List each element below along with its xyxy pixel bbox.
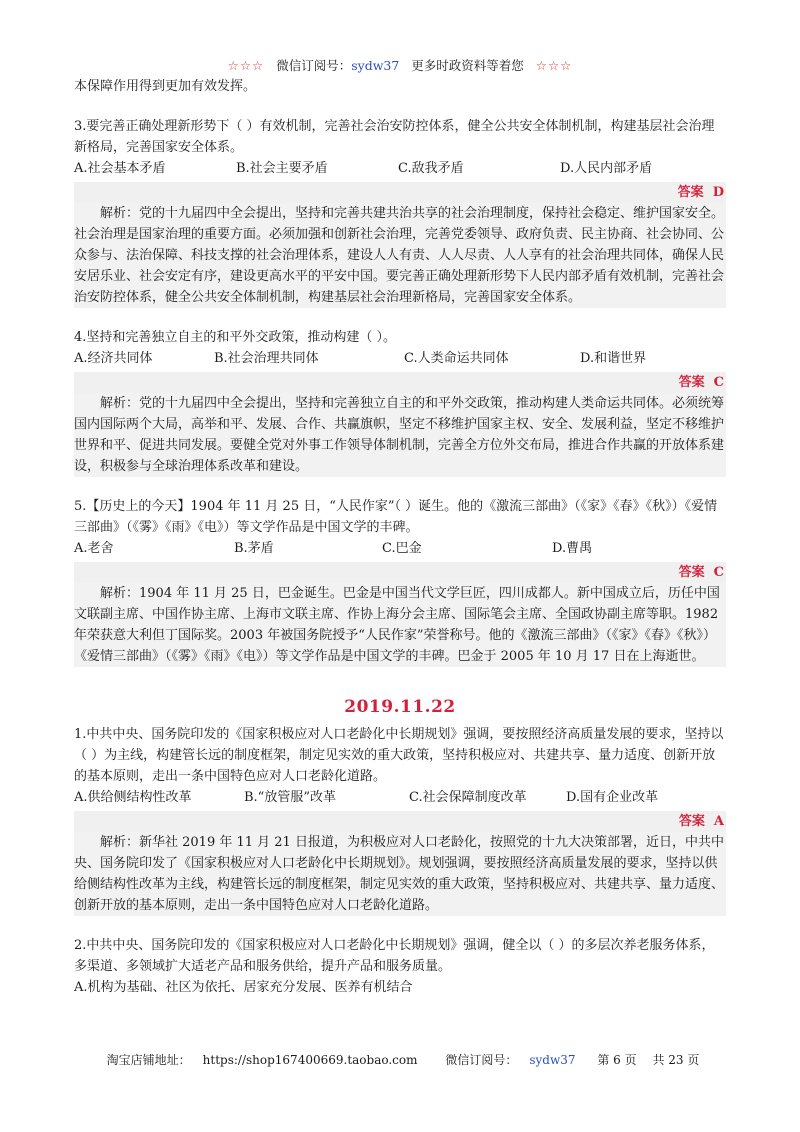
star-decoration-left: ☆☆☆ xyxy=(227,58,265,73)
explanation: 解析：党的十九届四中全会提出，坚持和完善共建共治共享的社会治理制度，保持社会稳定、维护国家安全。社会治理是国家治理的重要方面。必须加强和创新社会治理，完善党委领导、政府负责、民主协商、社会协同、公众参与、法治保障、科技支撑的社会治理体系，建设人人有责、人人尽责、人人享有的社会治理共同体，确保人民安居乐业、社会安定有序，建设更高水平的平安中国。要完善正确处理新形势下人民内部矛盾有效机制，完善社会治安防控体系，健全公共安全体制机制，构建基层社会治理新格局，完善国家安全体系。 xyxy=(74,203,726,308)
answer-value: C xyxy=(713,375,724,390)
question-stem: 5.【历史上的今天】1904 年 11 月 25 日，“人民作家”（ ）诞生。他的《激流三部曲》（《家》《春》《秋》）《爱情三部曲》（《雾》《雨》《电》）等文学作品是中国文学的丰碑。 xyxy=(74,499,718,535)
option-c: C.人类命运共同体 xyxy=(404,351,509,366)
answer-bar xyxy=(74,811,726,832)
answer-value: C xyxy=(713,565,724,580)
option-d: D.国有企业改革 xyxy=(566,790,659,805)
answer-label: 答案 xyxy=(677,185,704,200)
footer-subscribe-id: sydw37 xyxy=(529,1053,576,1067)
answer-value: A xyxy=(713,814,724,829)
section2-question-1 xyxy=(74,724,726,916)
answer-label: 答案 xyxy=(678,375,705,390)
answer-bar xyxy=(74,182,726,203)
section-date: 2019.11.22 xyxy=(344,697,456,717)
header-slogan: 更多时政资料等着您 xyxy=(411,58,524,73)
intro-line: 本保障作用得到更加有效发挥。 xyxy=(74,79,257,94)
answer-bar xyxy=(74,562,726,583)
explanation: 解析：1904 年 11 月 25 日，巴金诞生。巴金是中国当代文学巨匠，四川成都人。新中国成立后，历任中国文联副主席、中国作协主席、上海市文联主席、作协上海分会主席、国际笔会主席、全国政协副主席等职。1982 年荣获意大利但丁国际奖。2003 年被国务院授予“人民作家”荣誉称号。他的《激流三部曲》（《家》《春》《秋》）《爱情三部曲》（《雾》《雨》《电》）等文学作品是中国文学的丰碑。巴金于 2005 年 10 月 17 日在上海逝世。 xyxy=(74,583,726,667)
option-a: A.老舍 xyxy=(74,541,114,556)
option-a: A.经济共同体 xyxy=(74,351,153,366)
footer-subscribe-label: 微信订阅号： xyxy=(445,1053,518,1067)
question-options xyxy=(74,787,726,808)
option-c: C.巴金 xyxy=(382,541,422,556)
page-header xyxy=(0,56,800,74)
explanation: 解析：新华社 2019 年 11 月 21 日报道，为积极应对人口老龄化，按照党的十九大决策部署，近日，中共中央、国务院印发了《国家积极应对人口老龄化中长期规划》。规划强调，要按照经济高质量发展的要求，坚持以供给侧结构性改革为主线，构建管长远的制度框架，制定见实效的重大政策，坚持积极应对、共建共享、量力适度、创新开放的基本原则，走出一条中国特色应对人口老龄化道路。 xyxy=(74,832,726,916)
question-options xyxy=(74,348,726,369)
question-options xyxy=(74,538,726,559)
option-b: B.“放管服”改革 xyxy=(244,790,336,805)
answer-bar xyxy=(74,372,726,393)
page-total: 共 23 页 xyxy=(652,1053,700,1067)
question-stem: 2.中共中央、国务院印发的《国家积极应对人口老龄化中长期规划》强调，健全以（ ）的多层次养老服务体系，多渠道、多领域扩大适老产品和服务供给，提升产品和服务质量。 xyxy=(74,938,715,974)
question-stem: 4.坚持和完善独立自主的和平外交政策，推动构建（ ）。 xyxy=(74,330,397,345)
option-a: A.供给侧结构性改革 xyxy=(74,790,192,805)
explanation: 解析：党的十九届四中全会提出，坚持和完善独立自主的和平外交政策，推动构建人类命运共同体。必须统筹国内国际两个大局，高举和平、发展、合作、共赢旗帜，坚定不移维护国家主权、安全、发展利益，坚定不移维护世界和平、促进共同发展。要健全党对外事工作领导体制机制，完善全方位外交布局，推进合作共赢的开放体系建设，积极参与全球治理体系改革和建设。 xyxy=(74,393,726,477)
option-c: C.社会保障制度改革 xyxy=(409,790,527,805)
section2-question-2 xyxy=(74,935,726,998)
option-d: D.和谐世界 xyxy=(580,351,647,366)
question-options xyxy=(74,158,726,179)
answer-value: D xyxy=(712,185,724,200)
question-stem: 3.要完善正确处理新形势下（ ）有效机制，完善社会治安防控体系，健全公共安全体制机制，构建基层社会治理新格局，完善国家安全体系。 xyxy=(74,119,715,155)
shop-label: 淘宝店铺地址： xyxy=(106,1053,191,1067)
question-4 xyxy=(74,327,726,477)
answer-label: 答案 xyxy=(678,565,705,580)
option-b: B.茅盾 xyxy=(234,541,274,556)
subscribe-label: 微信订阅号： xyxy=(276,58,352,73)
option-a: A.机构为基础、社区为依托、居家充分发展、医养有机结合 xyxy=(74,980,413,995)
star-decoration-right: ☆☆☆ xyxy=(535,58,573,73)
option-b: B.社会治理共同体 xyxy=(214,351,319,366)
option-d: D.人民内部矛盾 xyxy=(560,161,653,176)
option-c: C.敌我矛盾 xyxy=(398,161,464,176)
question-5 xyxy=(74,496,726,667)
page-footer xyxy=(0,1051,800,1068)
subscribe-id: sydw37 xyxy=(351,58,400,73)
shop-url[interactable]: https://shop167400669.taobao.com xyxy=(202,1053,418,1067)
question-stem: 1.中共中央、国务院印发的《国家积极应对人口老龄化中长期规划》强调，要按照经济高质量发展的要求，坚持以（ ）为主线，构建管长远的制度框架，制定见实效的重大政策，坚持积极应对、共建共享、量力适度、创新开放的基本原则，走出一条中国特色应对人口老龄化道路。 xyxy=(74,727,724,784)
page-number: 第 6 页 xyxy=(597,1053,637,1067)
option-d: D.曹禺 xyxy=(552,541,593,556)
answer-label: 答案 xyxy=(678,814,705,829)
document-body xyxy=(74,76,726,998)
option-b: B.社会主要矛盾 xyxy=(236,161,328,176)
option-a: A.社会基本矛盾 xyxy=(74,161,166,176)
question-3 xyxy=(74,116,726,308)
